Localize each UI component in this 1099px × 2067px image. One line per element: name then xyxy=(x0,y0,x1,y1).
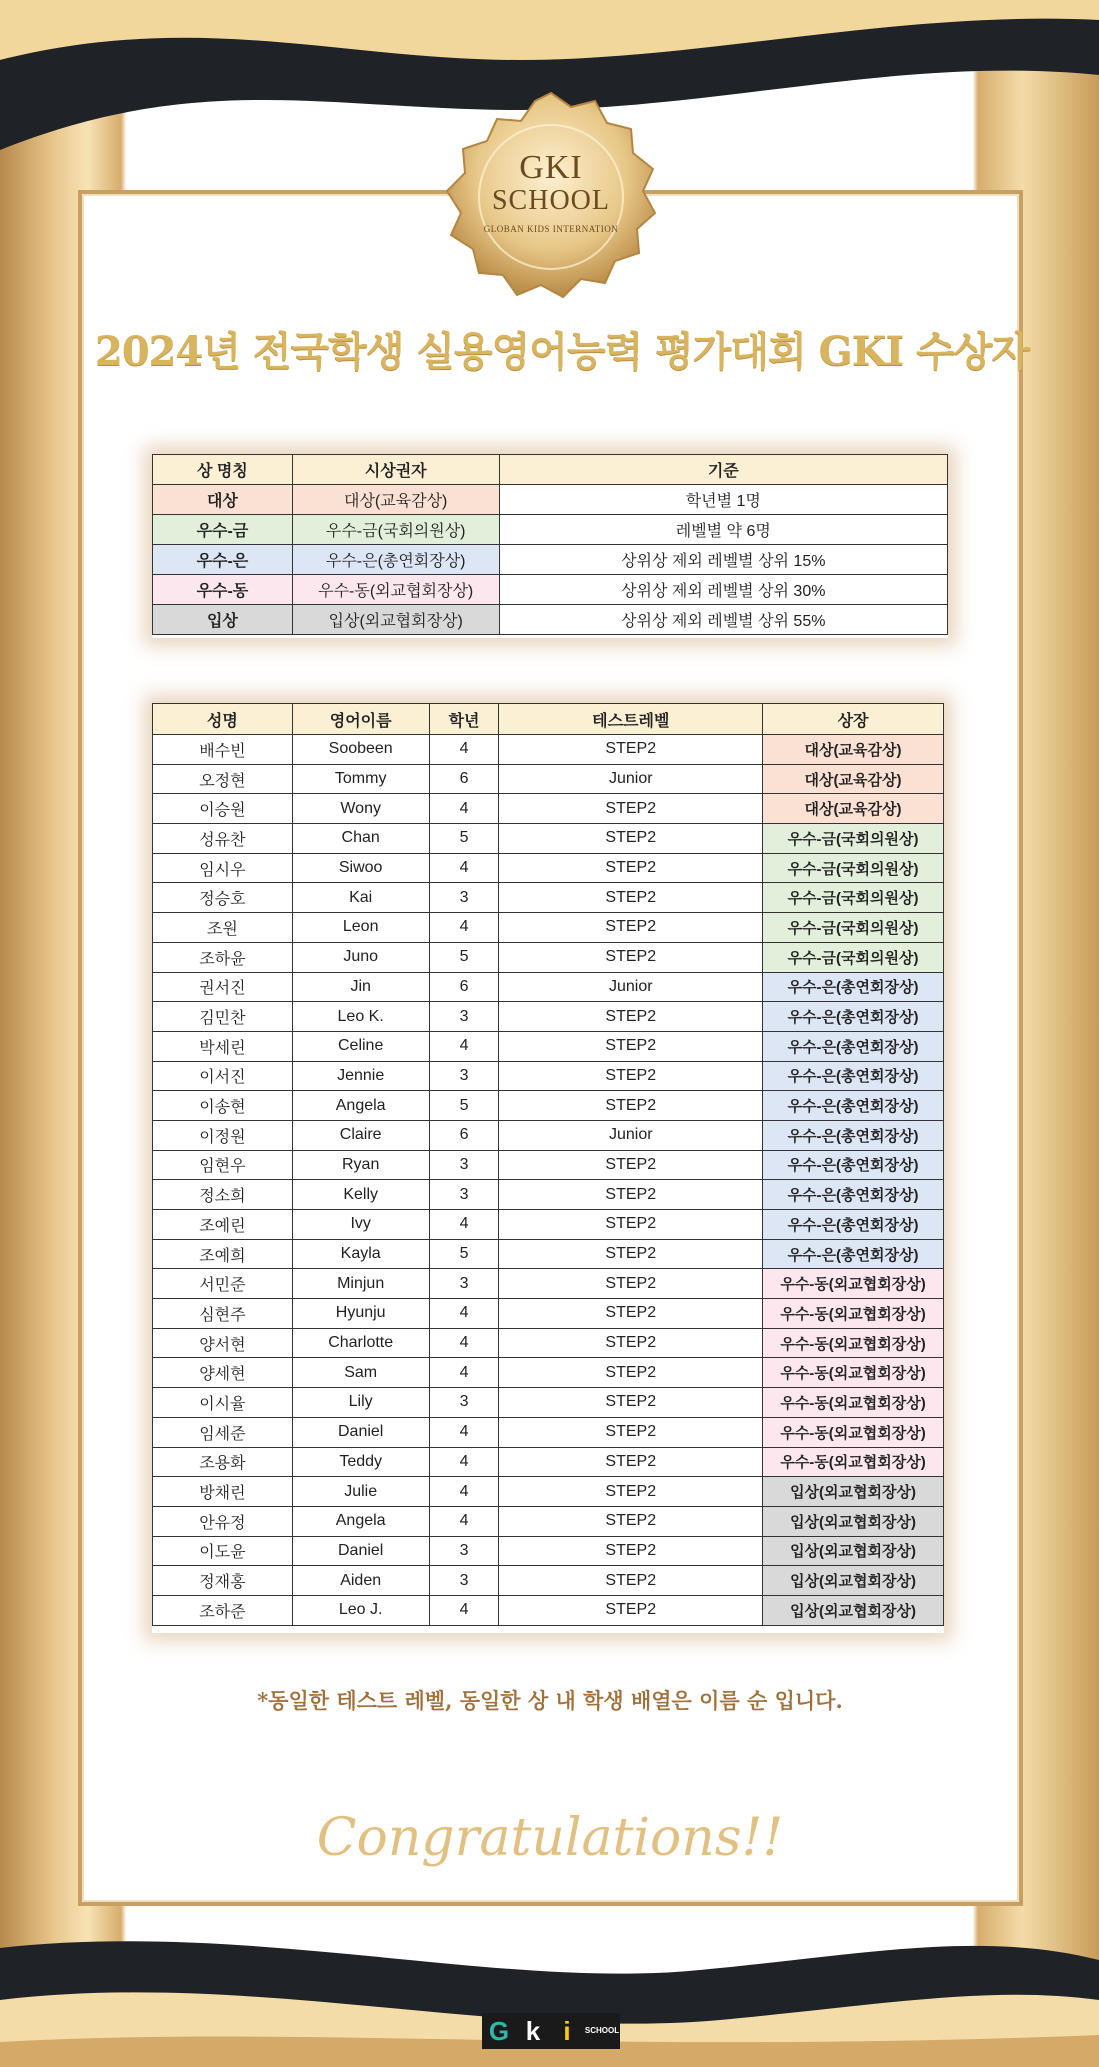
grade-cell: 5 xyxy=(429,1091,499,1121)
grade-cell: 4 xyxy=(429,1328,499,1358)
test-level-cell: STEP2 xyxy=(499,1031,763,1061)
award-row xyxy=(153,485,948,515)
grade-cell: 6 xyxy=(429,764,499,794)
table-row xyxy=(153,1031,944,1061)
test-level-cell: STEP2 xyxy=(499,1477,763,1507)
english-name-cell: Siwoo xyxy=(292,853,429,883)
table-row xyxy=(153,1595,944,1625)
english-name-cell: Tommy xyxy=(292,764,429,794)
grade-cell: 3 xyxy=(429,1269,499,1299)
award-cell: 우수-은(총연회장상) xyxy=(763,1120,944,1150)
test-level-cell: STEP2 xyxy=(499,1417,763,1447)
english-name-cell: Julie xyxy=(292,1477,429,1507)
award-cell: 입상(외교협회장상) xyxy=(763,1566,944,1596)
award-header-cell: 기준 xyxy=(499,455,947,485)
english-name-cell: Lily xyxy=(292,1388,429,1418)
grade-cell: 3 xyxy=(429,1002,499,1032)
test-level-cell: STEP2 xyxy=(499,1595,763,1625)
test-level-cell: STEP2 xyxy=(499,1150,763,1180)
award-row xyxy=(153,515,948,545)
test-level-cell: Junior xyxy=(499,764,763,794)
award-criteria-cell: 상위상 제외 레벨별 상위 30% xyxy=(499,575,947,605)
english-name-cell: Daniel xyxy=(292,1417,429,1447)
award-cell: 우수-금(국회의원상) xyxy=(763,942,944,972)
student-name-cell: 조원 xyxy=(153,913,293,943)
table-row xyxy=(153,1269,944,1299)
winners-header-cell: 영어이름 xyxy=(292,704,429,735)
gki-school-logo xyxy=(482,2013,620,2049)
test-level-cell: STEP2 xyxy=(499,1061,763,1091)
award-cell: 대상(교육감상) xyxy=(763,764,944,794)
award-cell: 우수-동(외교협회장상) xyxy=(763,1328,944,1358)
student-name-cell: 안유정 xyxy=(153,1506,293,1536)
test-level-cell: STEP2 xyxy=(499,1002,763,1032)
test-level-cell: STEP2 xyxy=(499,1239,763,1269)
english-name-cell: Teddy xyxy=(292,1447,429,1477)
award-cell: 우수-동(외교협회장상) xyxy=(763,1299,944,1329)
award-cell: 우수-은(총연회장상) xyxy=(763,972,944,1002)
award-cell: 대상(교육감상) xyxy=(763,794,944,824)
table-row xyxy=(153,1328,944,1358)
grade-cell: 5 xyxy=(429,1239,499,1269)
student-name-cell: 조예희 xyxy=(153,1239,293,1269)
table-row xyxy=(153,1506,944,1536)
logo-g: G xyxy=(482,2013,516,2049)
student-name-cell: 정재홍 xyxy=(153,1566,293,1596)
english-name-cell: Daniel xyxy=(292,1536,429,1566)
table-row xyxy=(153,1566,944,1596)
seal-school: SCHOOL xyxy=(491,185,610,216)
award-cell: 우수-동(외교협회장상) xyxy=(763,1447,944,1477)
english-name-cell: Aiden xyxy=(292,1566,429,1596)
student-name-cell: 양서현 xyxy=(153,1328,293,1358)
award-cell: 우수-동(외교협회장상) xyxy=(763,1358,944,1388)
student-name-cell: 방채린 xyxy=(153,1477,293,1507)
grade-cell: 4 xyxy=(429,853,499,883)
award-cell: 입상(외교협회장상) xyxy=(763,1506,944,1536)
table-row xyxy=(153,883,944,913)
award-name-cell: 입상 xyxy=(153,605,293,635)
table-row xyxy=(153,1002,944,1032)
page-title: 2024년 전국학생 실용영어능력 평가대회 GKI 수상자 xyxy=(95,328,1030,375)
test-level-cell: STEP2 xyxy=(499,735,763,765)
award-cell: 우수-은(총연회장상) xyxy=(763,1210,944,1240)
test-level-cell: STEP2 xyxy=(499,824,763,854)
grade-cell: 4 xyxy=(429,794,499,824)
award-cell: 우수-동(외교협회장상) xyxy=(763,1388,944,1418)
award-cell: 입상(외교협회장상) xyxy=(763,1477,944,1507)
test-level-cell: STEP2 xyxy=(499,1328,763,1358)
student-name-cell: 이서진 xyxy=(153,1061,293,1091)
test-level-cell: Junior xyxy=(499,972,763,1002)
table-row xyxy=(153,764,944,794)
award-cell: 우수-은(총연회장상) xyxy=(763,1061,944,1091)
english-name-cell: Ivy xyxy=(292,1210,429,1240)
grade-cell: 4 xyxy=(429,735,499,765)
english-name-cell: Wony xyxy=(292,794,429,824)
table-row xyxy=(153,1239,944,1269)
table-row xyxy=(153,1358,944,1388)
award-header-cell: 상 명칭 xyxy=(153,455,293,485)
award-cell: 우수-금(국회의원상) xyxy=(763,824,944,854)
student-name-cell: 이도윤 xyxy=(153,1536,293,1566)
table-row xyxy=(153,1180,944,1210)
student-name-cell: 임현우 xyxy=(153,1150,293,1180)
test-level-cell: Junior xyxy=(499,1120,763,1150)
award-criteria-cell: 레벨별 약 6명 xyxy=(499,515,947,545)
award-name-cell: 우수-금 xyxy=(153,515,293,545)
award-grantor-cell: 입상(외교협회장상) xyxy=(292,605,499,635)
winners-table xyxy=(152,703,944,1626)
logo-school: SCHOOL xyxy=(584,2013,620,2049)
english-name-cell: Claire xyxy=(292,1120,429,1150)
award-grantor-cell: 우수-은(총연회장상) xyxy=(292,545,499,575)
student-name-cell: 정소희 xyxy=(153,1180,293,1210)
test-level-cell: STEP2 xyxy=(499,1358,763,1388)
award-cell: 우수-은(총연회장상) xyxy=(763,1150,944,1180)
student-name-cell: 양세현 xyxy=(153,1358,293,1388)
award-cell: 우수-동(외교협회장상) xyxy=(763,1269,944,1299)
student-name-cell: 오정현 xyxy=(153,764,293,794)
table-row xyxy=(153,1061,944,1091)
ordering-note: *동일한 테스트 레벨, 동일한 상 내 학생 배열은 이름 순 입니다. xyxy=(257,1688,843,1713)
student-name-cell: 서민준 xyxy=(153,1269,293,1299)
award-name-cell: 대상 xyxy=(153,485,293,515)
seal-gki: GKI xyxy=(519,149,583,186)
student-name-cell: 조용화 xyxy=(153,1447,293,1477)
test-level-cell: STEP2 xyxy=(499,1091,763,1121)
grade-cell: 3 xyxy=(429,1150,499,1180)
test-level-cell: STEP2 xyxy=(499,1536,763,1566)
grade-cell: 5 xyxy=(429,824,499,854)
english-name-cell: Sam xyxy=(292,1358,429,1388)
grade-cell: 4 xyxy=(429,1447,499,1477)
grade-cell: 3 xyxy=(429,1536,499,1566)
grade-cell: 4 xyxy=(429,1477,499,1507)
english-name-cell: Charlotte xyxy=(292,1328,429,1358)
table-row xyxy=(153,1210,944,1240)
test-level-cell: STEP2 xyxy=(499,913,763,943)
table-row xyxy=(153,942,944,972)
student-name-cell: 정승호 xyxy=(153,883,293,913)
table-row xyxy=(153,1120,944,1150)
student-name-cell: 임세준 xyxy=(153,1417,293,1447)
test-level-cell: STEP2 xyxy=(499,1269,763,1299)
grade-cell: 4 xyxy=(429,1031,499,1061)
grade-cell: 3 xyxy=(429,1061,499,1091)
award-grantor-cell: 우수-금(국회의원상) xyxy=(292,515,499,545)
student-name-cell: 조하윤 xyxy=(153,942,293,972)
student-name-cell: 심현주 xyxy=(153,1299,293,1329)
english-name-cell: Chan xyxy=(292,824,429,854)
award-cell: 우수-동(외교협회장상) xyxy=(763,1417,944,1447)
grade-cell: 3 xyxy=(429,883,499,913)
grade-cell: 4 xyxy=(429,1595,499,1625)
table-row xyxy=(153,972,944,1002)
student-name-cell: 조예린 xyxy=(153,1210,293,1240)
table-row xyxy=(153,1417,944,1447)
test-level-cell: STEP2 xyxy=(499,794,763,824)
table-row xyxy=(153,1447,944,1477)
grade-cell: 3 xyxy=(429,1566,499,1596)
table-row xyxy=(153,794,944,824)
award-header-cell: 시상권자 xyxy=(292,455,499,485)
test-level-cell: STEP2 xyxy=(499,1210,763,1240)
english-name-cell: Minjun xyxy=(292,1269,429,1299)
award-cell: 우수-금(국회의원상) xyxy=(763,853,944,883)
award-name-cell: 우수-동 xyxy=(153,575,293,605)
grade-cell: 4 xyxy=(429,1299,499,1329)
student-name-cell: 이송현 xyxy=(153,1091,293,1121)
english-name-cell: Leo K. xyxy=(292,1002,429,1032)
award-criteria-cell: 학년별 1명 xyxy=(499,485,947,515)
award-cell: 입상(외교협회장상) xyxy=(763,1595,944,1625)
seal-subtitle: GLOBAN KIDS INTERNATION xyxy=(483,224,619,234)
student-name-cell: 이시율 xyxy=(153,1388,293,1418)
table-row xyxy=(153,853,944,883)
award-cell: 우수-은(총연회장상) xyxy=(763,1002,944,1032)
award-cell: 우수-은(총연회장상) xyxy=(763,1239,944,1269)
award-cell: 우수-금(국회의원상) xyxy=(763,883,944,913)
english-name-cell: Leon xyxy=(292,913,429,943)
english-name-cell: Jin xyxy=(292,972,429,1002)
table-row xyxy=(153,1477,944,1507)
english-name-cell: Soobeen xyxy=(292,735,429,765)
seal-text xyxy=(435,150,667,236)
student-name-cell: 박세린 xyxy=(153,1031,293,1061)
award-criteria-table xyxy=(152,454,948,635)
table-row xyxy=(153,1150,944,1180)
english-name-cell: Angela xyxy=(292,1091,429,1121)
english-name-cell: Angela xyxy=(292,1506,429,1536)
grade-cell: 3 xyxy=(429,1180,499,1210)
grade-cell: 6 xyxy=(429,972,499,1002)
test-level-cell: STEP2 xyxy=(499,1388,763,1418)
table-row xyxy=(153,1536,944,1566)
student-name-cell: 김민찬 xyxy=(153,1002,293,1032)
test-level-cell: STEP2 xyxy=(499,1180,763,1210)
grade-cell: 4 xyxy=(429,1417,499,1447)
award-criteria-cell: 상위상 제외 레벨별 상위 55% xyxy=(499,605,947,635)
award-name-cell: 우수-은 xyxy=(153,545,293,575)
award-row xyxy=(153,605,948,635)
winners-header-cell: 성명 xyxy=(153,704,293,735)
test-level-cell: STEP2 xyxy=(499,1506,763,1536)
table-row xyxy=(153,1388,944,1418)
english-name-cell: Juno xyxy=(292,942,429,972)
english-name-cell: Kayla xyxy=(292,1239,429,1269)
english-name-cell: Leo J. xyxy=(292,1595,429,1625)
grade-cell: 3 xyxy=(429,1388,499,1418)
grade-cell: 6 xyxy=(429,1120,499,1150)
grade-cell: 4 xyxy=(429,913,499,943)
award-cell: 우수-은(총연회장상) xyxy=(763,1180,944,1210)
student-name-cell: 이승원 xyxy=(153,794,293,824)
english-name-cell: Hyunju xyxy=(292,1299,429,1329)
test-level-cell: STEP2 xyxy=(499,883,763,913)
table-row xyxy=(153,1299,944,1329)
grade-cell: 4 xyxy=(429,1358,499,1388)
student-name-cell: 조하준 xyxy=(153,1595,293,1625)
award-cell: 우수-은(총연회장상) xyxy=(763,1091,944,1121)
test-level-cell: STEP2 xyxy=(499,1566,763,1596)
award-grantor-cell: 대상(교육감상) xyxy=(292,485,499,515)
test-level-cell: STEP2 xyxy=(499,1447,763,1477)
award-cell: 우수-금(국회의원상) xyxy=(763,913,944,943)
award-grantor-cell: 우수-동(외교협회장상) xyxy=(292,575,499,605)
english-name-cell: Jennie xyxy=(292,1061,429,1091)
english-name-cell: Celine xyxy=(292,1031,429,1061)
english-name-cell: Ryan xyxy=(292,1150,429,1180)
test-level-cell: STEP2 xyxy=(499,853,763,883)
grade-cell: 5 xyxy=(429,942,499,972)
grade-cell: 4 xyxy=(429,1210,499,1240)
student-name-cell: 성유찬 xyxy=(153,824,293,854)
award-row xyxy=(153,545,948,575)
test-level-cell: STEP2 xyxy=(499,1299,763,1329)
table-row xyxy=(153,913,944,943)
winners-header-cell: 상장 xyxy=(763,704,944,735)
student-name-cell: 이정원 xyxy=(153,1120,293,1150)
award-cell: 우수-은(총연회장상) xyxy=(763,1031,944,1061)
student-name-cell: 임시우 xyxy=(153,853,293,883)
test-level-cell: STEP2 xyxy=(499,942,763,972)
logo-i: i xyxy=(550,2013,584,2049)
table-row xyxy=(153,824,944,854)
award-cell: 대상(교육감상) xyxy=(763,735,944,765)
award-cell: 입상(외교협회장상) xyxy=(763,1536,944,1566)
congratulations-text: Congratulations!! xyxy=(316,1808,784,1868)
winners-header-cell: 학년 xyxy=(429,704,499,735)
table-row xyxy=(153,1091,944,1121)
grade-cell: 4 xyxy=(429,1506,499,1536)
student-name-cell: 권서진 xyxy=(153,972,293,1002)
student-name-cell: 배수빈 xyxy=(153,735,293,765)
award-row xyxy=(153,575,948,605)
logo-k: k xyxy=(516,2013,550,2049)
table-row xyxy=(153,735,944,765)
english-name-cell: Kelly xyxy=(292,1180,429,1210)
english-name-cell: Kai xyxy=(292,883,429,913)
winners-header-cell: 테스트레벨 xyxy=(499,704,763,735)
award-criteria-cell: 상위상 제외 레벨별 상위 15% xyxy=(499,545,947,575)
